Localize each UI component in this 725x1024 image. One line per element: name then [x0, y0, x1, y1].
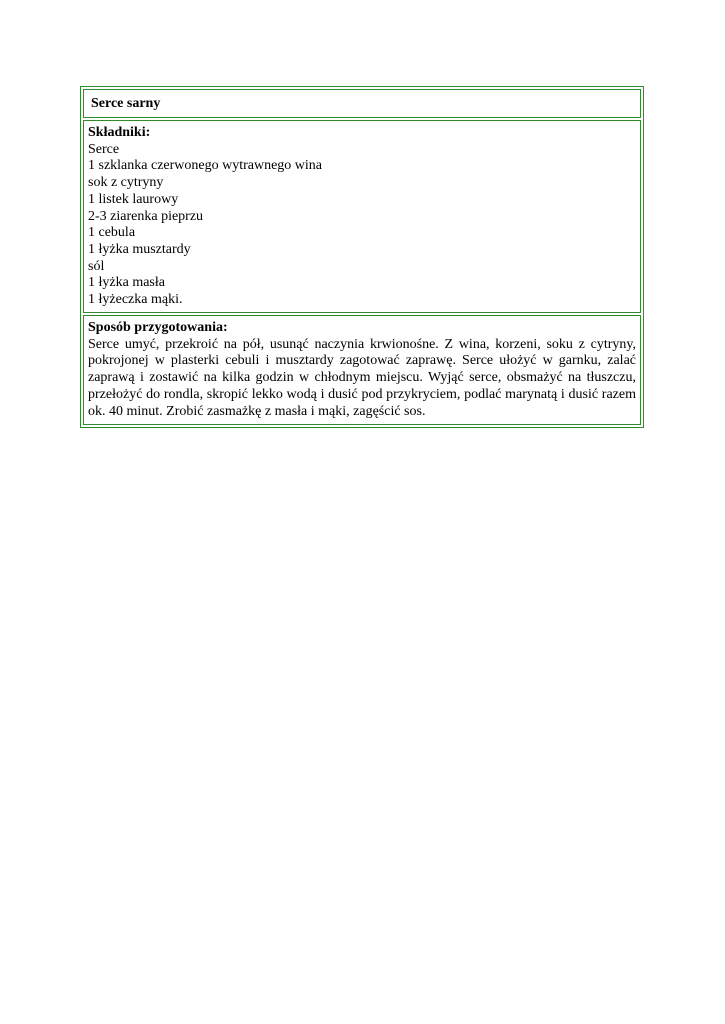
method-heading: Sposób przygotowania:: [88, 319, 228, 335]
ingredient-item: sok z cytryny: [88, 175, 164, 191]
ingredient-item: 1 łyżeczka mąki.: [88, 292, 183, 308]
recipe-table: [80, 86, 644, 428]
ingredient-item: 1 listek laurowy: [88, 191, 179, 207]
ingredients-cell: [83, 120, 641, 313]
ingredient-item: 1 szklanka czerwonego wytrawnego wina: [88, 158, 323, 174]
method-cell: [83, 315, 641, 425]
ingredient-item: 1 cebula: [88, 225, 136, 241]
ingredient-item: 1 łyżka musztardy: [88, 241, 191, 257]
ingredient-item: 1 łyżka masła: [88, 275, 165, 291]
ingredient-item: sól: [88, 258, 105, 274]
ingredient-item: 2-3 ziarenka pieprzu: [88, 208, 204, 224]
recipe-title-cell: [83, 89, 641, 118]
method-text: Serce umyć, przekroić na pół, usunąć naczynia krwionośne. Z wina, korzeni, soku z cytryny, pokrojonej w plasterki cebuli i musztardy zagotować zaprawę. Serce ułożyć w garnku, zalać zaprawą i zostawić na kilka godzin w chłodnym miejscu. Wyjąć serce, obsmażyć na tłuszczu, przełożyć do rondla, skropić lekko wodą i dusić pod przykryciem, podlać marynatą i dusić razem ok. 40 minut. Zrobić zasmażkę z masła i mąki, zagęścić sos.: [88, 336, 636, 419]
ingredients-heading: Składniki:: [88, 125, 151, 140]
recipe-title: Serce sarny: [91, 96, 161, 111]
ingredient-item: Serce: [88, 141, 120, 157]
